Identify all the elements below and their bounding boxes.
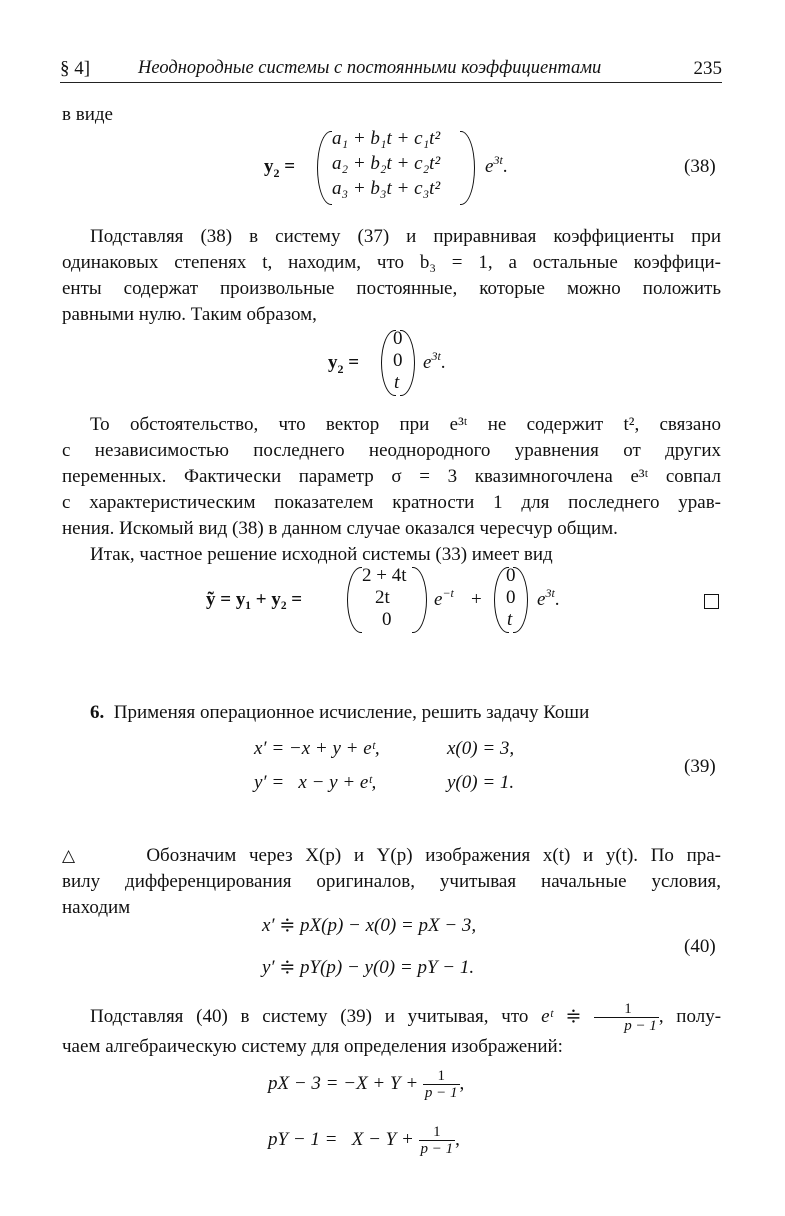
text-line: с независимостью последнего неоднородного уравнения от других — [62, 440, 721, 461]
matrix-row: a₂ + b₂t + c₂t² — [332, 153, 441, 174]
equation-algebraic-system — [0, 1068, 785, 1168]
matrix-row: t — [394, 372, 400, 393]
matrix-row: 0 — [506, 565, 516, 586]
page-number: 235 — [693, 58, 722, 79]
eq-lhs: $y_2$ = — [328, 352, 360, 376]
matrix-row: a₃ + b₃t + c₃t² — [332, 178, 441, 199]
text-line: переменных. Фактически параметр σ = 3 квазимногочлена e³ᵗ совпал — [62, 466, 721, 487]
left-paren — [347, 567, 362, 633]
text-line: То обстоятельство, что вектор при e³ᵗ не содержит t², связано — [90, 414, 721, 435]
matrix-row: 0 — [506, 587, 516, 608]
text-line: Подставляя (40) в систему (39) и учитывая, что eᵗ ≑ $\frac{1}{p - 1}$ , полу- — [90, 1001, 722, 1035]
alg-row1: pX − 3 = −X + Y + $\frac{1}{p - 1}$ , — [268, 1068, 465, 1101]
text-line: с характеристическим показателем кратности 1 для последнего урав- — [62, 492, 721, 513]
exp-factor: $e^{-t}$ — [434, 586, 454, 610]
equation-number: (40) — [684, 936, 716, 957]
matrix-row: 0 — [393, 328, 403, 349]
paragraph-2 — [62, 412, 721, 568]
equation-solution — [0, 565, 785, 635]
plus-sign: + — [471, 589, 482, 610]
left-paren — [317, 131, 332, 205]
text-line: равными нулю. Таким образом, — [62, 304, 317, 325]
header-section: § 4] — [60, 58, 91, 79]
eq39-ic2: y(0) = 1. — [447, 772, 515, 793]
text-line: енты содержат произвольные постоянные, которые можно положить — [62, 278, 721, 299]
text-line: одинаковых степенях t, находим, что b₃ = 1, а остальные коэффици- — [62, 252, 721, 273]
problem-number: 6. — [90, 702, 105, 723]
eq40-row2: y′ ≑ pY(p) − y(0) = pY − 1. — [262, 957, 475, 978]
right-paren — [513, 567, 528, 633]
matrix-row: 2 + 4t — [362, 565, 407, 586]
matrix-row: a₁ + b₁t + c₁t² — [332, 128, 441, 149]
problem-text: Применяя операционное исчисление, решить задачу Коши — [113, 702, 590, 723]
text-line: нения. Искомый вид (38) в данном случае оказался чересчур общим. — [62, 518, 618, 539]
text-line: Подставляя (38) в систему (37) и приравнивая коэффициенты при — [90, 226, 721, 247]
exp-factor: $e^{3t}$. — [485, 153, 508, 177]
right-paren — [400, 330, 415, 396]
matrix-row: 2t — [375, 587, 390, 608]
right-paren — [412, 567, 427, 633]
eq38-lhs: $y_2$ = — [264, 156, 296, 180]
end-of-proof-icon — [704, 594, 719, 609]
solution-start-icon: △ — [62, 846, 83, 865]
exp-factor: $e^{3t}$. — [537, 586, 560, 610]
problem-statement — [90, 700, 589, 726]
right-paren — [460, 131, 475, 205]
eq39-row1: x′ = −x + y + eᵗ, — [254, 738, 380, 759]
text-line: вилу дифференцирования оригиналов, учитывая начальные условия, — [62, 871, 721, 892]
fraction: $\frac{1}{p - 1}$ — [420, 1124, 454, 1157]
header-title: Неоднородные системы с постоянными коэффициентами — [138, 58, 602, 78]
eq40-row1: x′ ≑ pX(p) − x(0) = pX − 3, — [262, 915, 477, 936]
alg-row2: pY − 1 = X − Y + $\frac{1}{p - 1}$ , — [268, 1124, 460, 1157]
text-line: чаем алгебраическую систему для определения изображений: — [62, 1036, 563, 1057]
equation-39 — [0, 738, 785, 802]
equation-38 — [0, 128, 785, 208]
eq39-row2: y′ = x − y + eᵗ, — [254, 772, 377, 793]
equation-y2 — [0, 328, 785, 398]
matrix-row: 0 — [393, 350, 403, 371]
paragraph-4 — [62, 1000, 721, 1060]
matrix-row: t — [507, 609, 513, 630]
equation-number: (38) — [684, 156, 716, 177]
paragraph-1 — [62, 224, 721, 328]
equation-40 — [0, 914, 785, 982]
equation-number: (39) — [684, 756, 716, 777]
text-line: Итак, частное решение исходной системы (33) имеет вид — [90, 544, 553, 565]
eq-lhs: ỹ = y₁ + y₂ = — [206, 589, 303, 610]
fraction: $\frac{1}{p - 1}$ — [424, 1068, 458, 1101]
paragraph-intro: в виде — [62, 104, 113, 125]
solution-paragraph — [62, 843, 721, 921]
exp-factor: $e^{3t}$. — [423, 349, 446, 373]
text-line: △ Обозначим через X(p) и Y(p) изображения x(t) и y(t). По пра- — [62, 845, 722, 866]
text-line: находим — [62, 897, 131, 918]
eq39-ic1: x(0) = 3, — [447, 738, 515, 759]
matrix-row: 0 — [382, 609, 392, 630]
running-header — [60, 58, 722, 83]
fraction: $\frac{1}{p - 1}$ — [594, 1001, 659, 1034]
